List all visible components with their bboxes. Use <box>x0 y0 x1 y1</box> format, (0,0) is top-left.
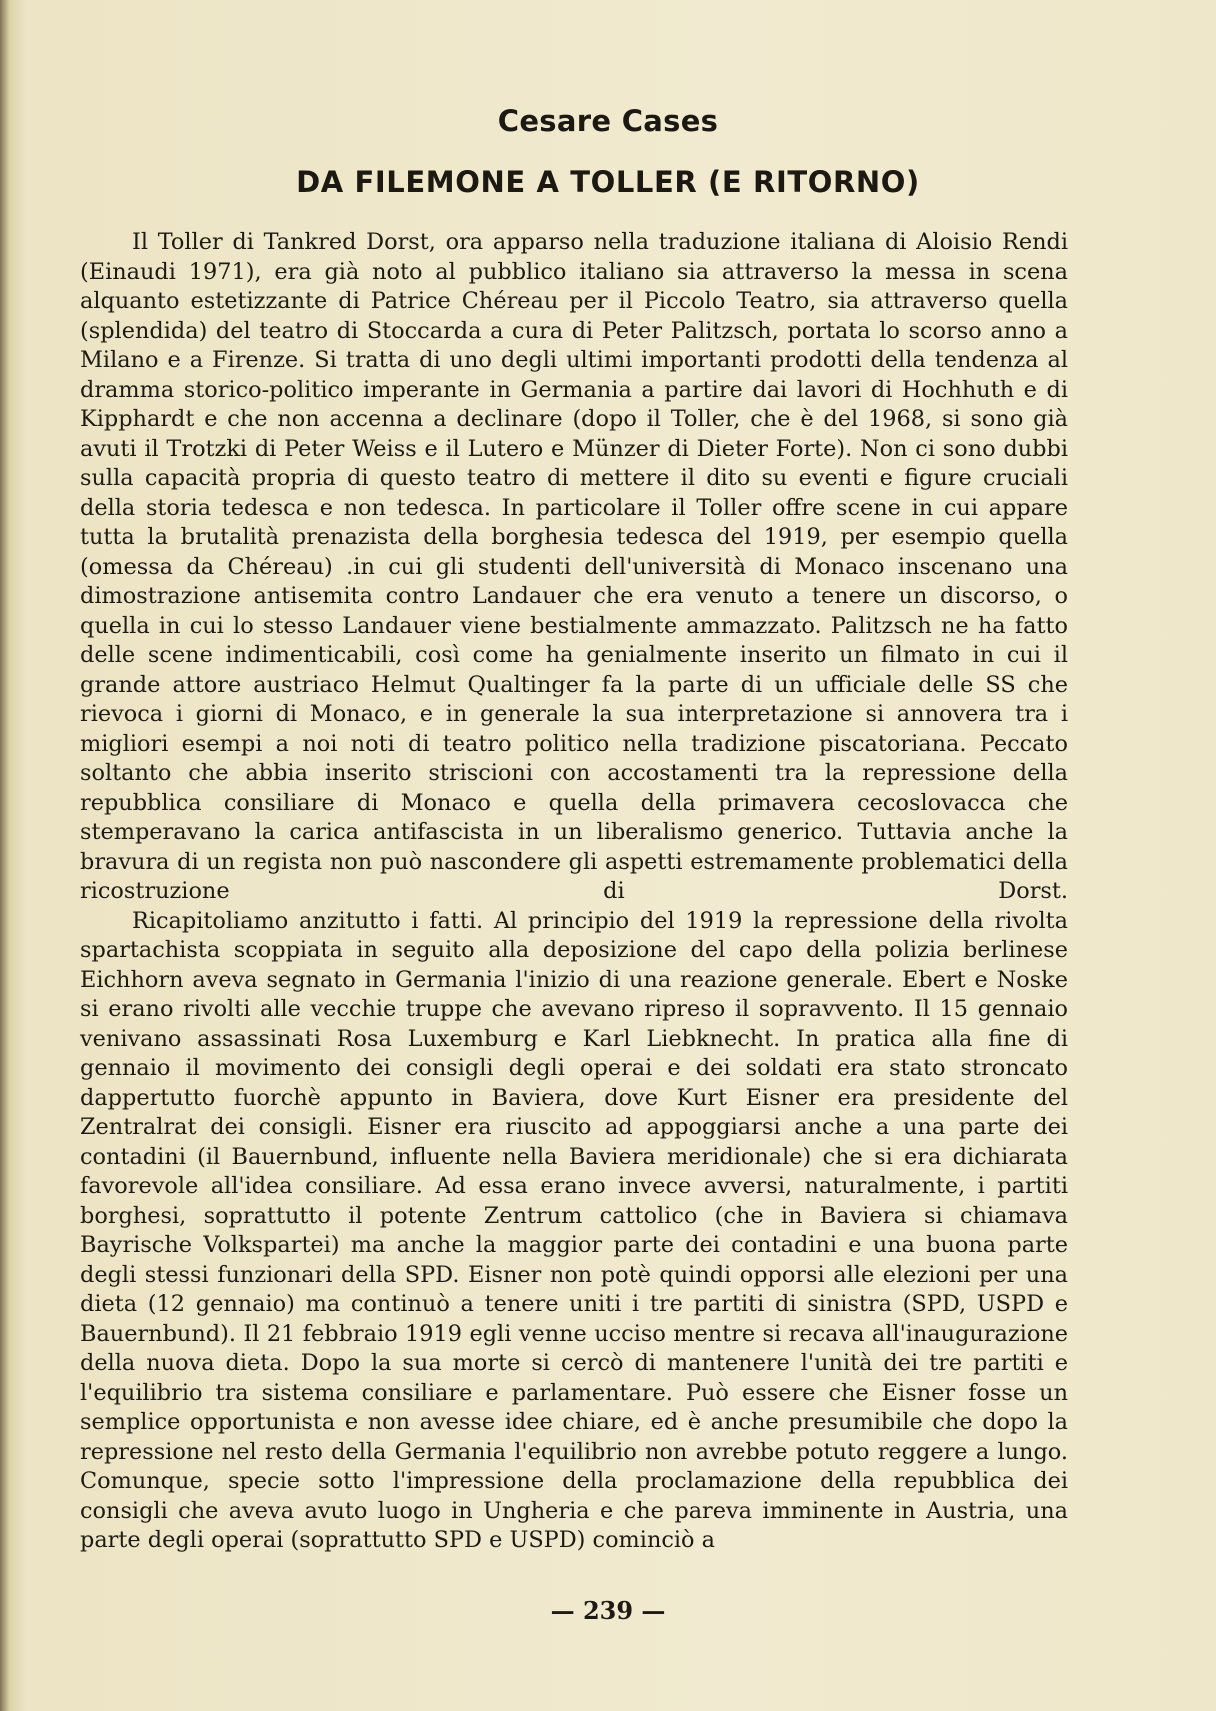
page-number: — 239 — <box>550 1596 666 1625</box>
article-paragraph: Ricapitoliamo anzitutto i fatti. Al principio del 1919 la repressione della rivolta spartachista scoppiata in seguito alla deposizione del capo della polizia berlinese Eichhorn aveva segnato in Germania l'inizio di una reazione generale. Ebert e Noske si erano rivolti alle vecchie truppe che avevano ripreso il sopravvento. Il 15 gennaio venivano assassinati Rosa Luxemburg e Karl Liebknecht. In pratica alla fine di gennaio il movimento dei consigli degli operai e dei soldati era stato stroncato dappertutto fuorchè appunto in Baviera, dove Kurt Eisner era presidente del Zentralrat dei consigli. Eisner era riuscito ad appoggiarsi anche a una parte dei contadini (il Bauernbund, influente nella Baviera meridionale) che si era dichiarata favorevole all'idea consiliare. Ad essa erano invece avversi, naturalmente, i partiti borghesi, soprattutto il potente Zentrum cattolico (che in Baviera si chiamava Bayrische Volkspartei) ma anche la maggior parte dei contadini e una buona parte degli stessi funzionari della SPD. Eisner non potè quindi opporsi alle elezioni per una dieta (12 gennaio) ma continuò a tenere uniti i tre partiti di sinistra (SPD, USPD e Bauernbund). Il 21 febbraio 1919 egli venne ucciso mentre si recava all'inaugurazione della nuova dieta. Dopo la sua morte si cercò di mantenere l'unità dei tre partiti e l'equilibrio tra sistema consiliare e parlamentare. Può essere che Eisner fosse un semplice opportunista e non avesse idee chiare, ed è anche presumibile che dopo la repressione nel resto della Germania l'equilibrio non avrebbe potuto reggere a lungo. Comunque, specie sotto l'impressione della proclamazione della repubblica dei consigli che aveva avuto luogo in Ungheria e che pareva imminente in Austria, una parte degli operai (soprattutto SPD e USPD) cominciò a <box>80 907 1068 1553</box>
article-author: Cesare Cases <box>497 104 719 138</box>
article-body <box>80 228 1068 1556</box>
article-paragraph: Il Toller di Tankred Dorst, ora apparso nella traduzione italiana di Aloisio Rendi (Einaudi 1971), era già noto al pubblico italiano sia attraverso la messa in scena alquanto estetizzante di Patrice Chéreau per il Piccolo Teatro, sia attraverso quella (splendida) del teatro di Stoccarda a cura di Peter Palitzsch, portata lo scorso anno a Milano e a Firenze. Si tratta di uno degli ultimi importanti prodotti della tendenza al dramma storico-politico imperante in Germania a partire dai lavori di Hochhuth e di Kipphardt e che non accenna a declinare (dopo il Toller, che è del 1968, si sono già avuti il Trotzki di Peter Weiss e il Lutero e Münzer di Dieter Forte). Non ci sono dubbi sulla capacità propria di questo teatro di mettere il dito su eventi e figure cruciali della storia tedesca e non tedesca. In particolare il Toller offre scene in cui appare tutta la brutalità prenazista della borghesia tedesca del 1919, per esempio quella (omessa da Chéreau) .in cui gli studenti dell'università di Monaco inscenano una dimostrazione antisemita contro Landauer che era venuto a tenere un discorso, o quella in cui lo stesso Landauer viene bestialmente ammazzato. Palitzsch ne ha fatto delle scene indimenticabili, così come ha genialmente inserito un filmato in cui il grande attore austriaco Helmut Qualtinger fa la parte di un ufficiale delle SS che rievoca i giorni di Monaco, e in generale la sua interpretazione si annovera tra i migliori esempi a noi noti di teatro politico nella tradizione piscatoriana. Peccato soltanto che abbia inserito striscioni con accostamenti tra la repressione della repubblica consiliare di Monaco e quella della primavera cecoslovacca che stemperavano la carica antifascista in un liberalismo generico. Tuttavia anche la bravura di un regista non può nascondere gli aspetti estremamente problematici della ricostruzione di Dorst. <box>80 229 1068 904</box>
article-title: DA FILEMONE A TOLLER (E RITORNO) <box>296 165 920 199</box>
page-binding-edge <box>0 0 9 1711</box>
